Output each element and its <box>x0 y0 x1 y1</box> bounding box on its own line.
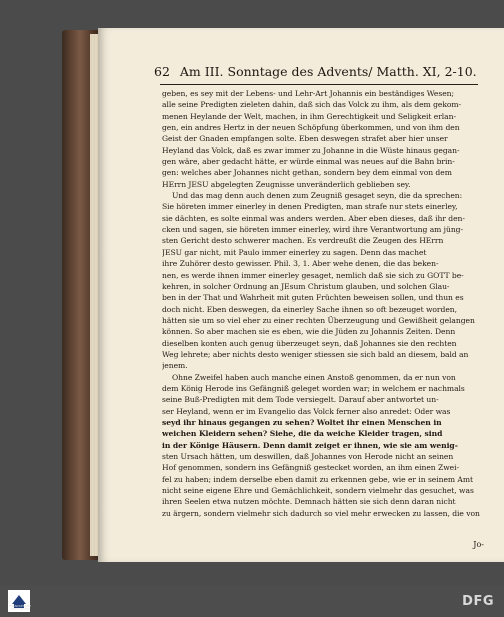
text-line: seine Buß-Predigten mit dem Tode versiegelt. Darauf aber antwortet un- <box>162 395 439 405</box>
text-line: geben, es sey mit der Lebens- und Lehr-Art Johannis ein beständiges Wesen; <box>162 89 455 98</box>
viewer-footer <box>0 585 504 617</box>
text-line: nicht seine eigene Ehre und Gemächlichkeit, sondern vielmehr das gesuchet, was <box>162 486 474 496</box>
text-line: dem König Herode ins Gefängniß geleget worden war; in welchem er nachmals <box>162 383 465 393</box>
text-line: Geist der Gnaden empfangen solte. Eben deswegen strafet aber hier unser <box>162 134 448 144</box>
text-line: ser Heyland, wenn er im Evangelio das Volck ferner also anredet: Oder was <box>162 406 451 416</box>
text-line: Sie höreten immer einerley in denen Predigten, man strafe nur stets einerley, <box>162 202 458 212</box>
text-line: jenem. <box>162 361 188 371</box>
text-line: Hof genommen, sondern ins Gefängniß gestecket worden, an ihm einen Zwei- <box>162 463 460 473</box>
running-header <box>154 64 477 84</box>
text-line: JESU gar nicht, mit Paulo immer einerley zu sagen. Denn das machet <box>162 247 427 257</box>
page-body-text <box>162 88 480 519</box>
text-line: zu ärgern, sondern vielmehr sich dadurch so viel mehr erwecken zu lassen, die von <box>162 508 480 518</box>
text-line: gen wäre, aber gedacht hätte, er würde einmal was neues auf die Bahn brin- <box>162 157 455 167</box>
page-number: 62 <box>154 64 170 79</box>
text-line: ihren Seelen etwa nutzen möchte. Demnach hätten sie sich denn daran nicht <box>162 497 456 507</box>
text-line: gen: welches aber Johannes nicht gethan, sondern bey dem einmal von dem <box>162 168 452 178</box>
text-line: Weg lehrete; aber nichts desto weniger stiessen sie sich bald an diesem, bald an <box>162 349 469 359</box>
book-spine <box>62 30 102 560</box>
text-line: können. So aber machen sie es eben, wie die Jüden zu Johannis Zeiten. Denn <box>162 327 456 337</box>
text-line: seyd ihr hinaus gegangen zu sehen? Woltet ihr einen Menschen in <box>162 417 442 427</box>
scanned-page <box>98 28 504 562</box>
text-line: weichen Kleidern sehen? Siehe, die da weiche Kleider tragen, sind <box>162 429 443 439</box>
text-line: sten Ursach hätten, um deswillen, daß Johannes von Herode nicht an seinen <box>162 452 454 461</box>
catchword: Jo- <box>473 540 484 549</box>
text-line: gen, ein andres Hertz in der neuen Schöpfung überkommen, und von ihm den <box>162 123 460 133</box>
text-line: doch nicht. Eben deswegen, da einerley Sache ihnen so oft bezeuget worden, <box>162 304 457 314</box>
logo-caption: FRANCKESCHE STIFTUNGEN <box>8 604 32 612</box>
text-line: cken und sagen, sie höreten immer einerley, wird ihre Verantwortung am jüng- <box>162 225 463 235</box>
funder-logo: DFG <box>462 594 494 609</box>
text-line: fel zu haben; indem derselbe eben damit zu erkennen gebe, wie er in seinem Amt <box>162 474 473 484</box>
text-line: menen Heylande der Welt, machen, in ihm Gerechtigkeit und Seligkeit erlan- <box>162 111 456 121</box>
text-line: alle seine Predigten zieleten dahin, daß sich das Volck zu ihm, als dem gekom- <box>162 100 462 110</box>
text-line: nen, es werde ihnen immer einerley gesaget, nemlich daß sie sich zu GOTT be- <box>162 270 464 280</box>
text-line: hätten sie um so viel eher zu einer rechten Überzeugung und Gewißheit gelangen <box>162 315 475 325</box>
running-title: Am III. Sonntage des Advents/ Matth. XI, 2-10. <box>179 64 477 79</box>
text-line: sie dächten, es solte einmal was anders werden. Aber eben dieses, daß ihr den- <box>162 213 465 223</box>
text-line: Und das mag denn auch denen zum Zeugniß gesaget seyn, die da sprechen: <box>172 191 463 201</box>
text-line: Heyland das Volck, daß es zwar immer zu Johanne in die Wüste hinaus gegan- <box>162 145 460 155</box>
text-line: sten Gericht desto schwerer machen. Es verdreußt die Zeugen des HErrn <box>162 236 444 246</box>
text-line: dieselben konten auch genug überzeuget seyn, daß Johannes sie den rechten <box>162 338 457 348</box>
text-line: HErrn JESU abgelegten Zeugnisse unveränderlich geblieben sey. <box>162 179 411 189</box>
text-line: Ohne Zweifel haben auch manche einen Anstoß genommen, da er nun von <box>172 372 456 382</box>
header-rule <box>160 84 478 85</box>
text-line: ben in der That und Wahrheit mit guten Früchten beweisen sollen, und thun es <box>162 293 464 303</box>
text-line: ihre Zuhörer desto gewisser. Phil. 3, 1. Aber wehe denen, die das beken- <box>162 259 439 269</box>
text-line: in der Könige Häusern. Denn damit zeiget er ihnen, wie sie am wenig- <box>162 440 458 450</box>
text-line: kehren, in solcher Ordnung an JEsum Christum glauben, und solchen Glau- <box>162 281 450 291</box>
